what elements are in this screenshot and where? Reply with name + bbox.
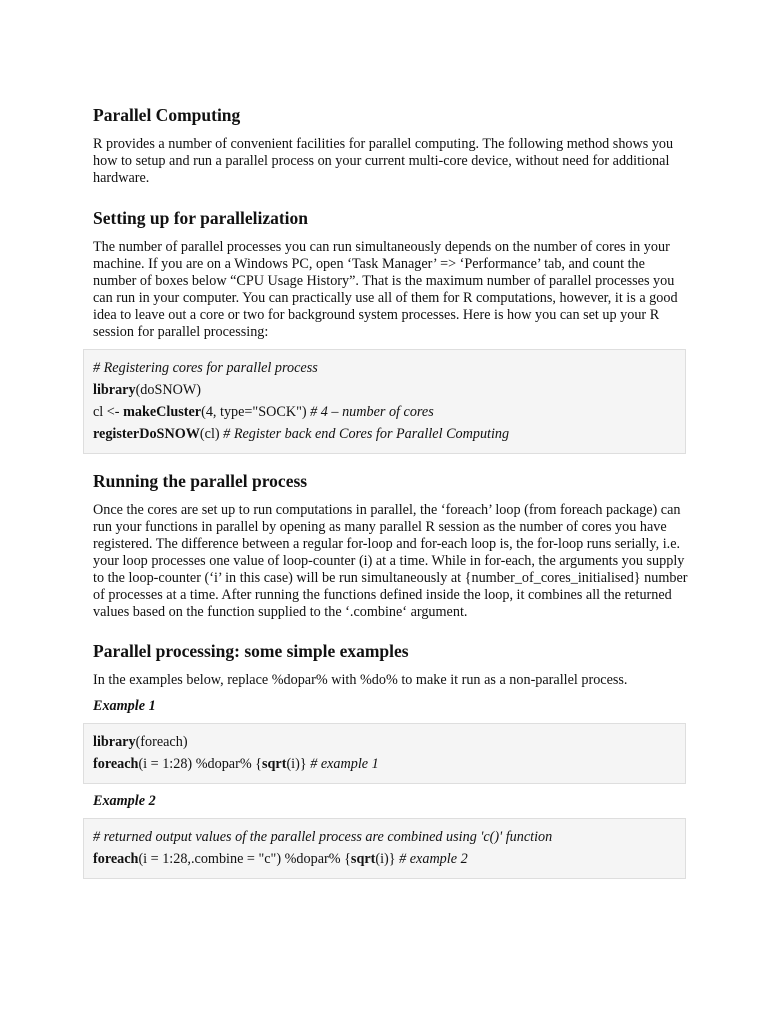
code-line	[93, 733, 685, 751]
code-comment: # Register back end Cores for Parallel Computing	[223, 426, 510, 442]
example-1-label: Example 1	[93, 698, 156, 714]
paragraph-examples-intro: In the examples below, replace %dopar% with %do% to make it run as a non-parallel process.	[93, 672, 628, 688]
paragraph-running: Once the cores are set up to run computations in parallel, the ‘foreach’ loop (from foreach package) can run your functions in parallel by opening as many parallel R session as the number of cores you have registered. The difference between a regular for-loop and for-each loop is, the for-loop runs serially, i.e. your loop processes one value of loop-counter (i) at a time. While in for-each, the arguments you supply to the loop-counter (‘i’ in this case) will be run simultaneously at {number_of_cores_initialised} number of processes at a time. After running the functions defined inside the loop, it combines all the returned values based on the function supplied to the ‘.combine‘ argument.	[93, 502, 688, 620]
code-block-example-2	[83, 818, 686, 879]
code-block-example-1	[83, 723, 686, 784]
code-text: (4, type="SOCK")	[201, 404, 311, 420]
code-line	[93, 850, 685, 868]
code-text: (doSNOW)	[135, 382, 201, 398]
document-content	[93, 104, 688, 879]
code-text: (cl)	[199, 426, 224, 442]
code-comment: # example 1	[310, 756, 379, 772]
example-2-label: Example 2	[93, 793, 156, 809]
code-text: (i = 1:28,.combine = "c") %dopar% {	[138, 851, 351, 867]
code-line	[93, 828, 685, 846]
code-function: foreach	[93, 851, 139, 867]
code-line	[93, 359, 685, 377]
code-comment: # returned output values of the parallel process are combined using 'c()' function	[93, 829, 553, 845]
code-line	[93, 755, 685, 773]
code-function: makeCluster	[123, 404, 202, 420]
heading-parallel-computing: Parallel Computing	[93, 105, 241, 125]
code-line	[93, 425, 685, 443]
paragraph-setup: The number of parallel processes you can run simultaneously depends on the number of cores in your machine. If you are on a Windows PC, open ‘Task Manager’ => ‘Performance’ tab, and count the number of boxes below “CPU Usage History”. That is the maximum number of parallel processes you can run in your computer. You can practically use all of them for R computations, however, it is a good idea to leave out a core or two for background system processes. Here is how you can set up your R session for parallel processing:	[93, 239, 678, 340]
heading-running-parallel: Running the parallel process	[93, 471, 308, 491]
paragraph-intro: R provides a number of convenient facilities for parallel computing. The following method shows you how to setup and run a parallel process on your current multi-core device, without need for additional hardware.	[93, 136, 674, 186]
code-comment: # example 2	[399, 851, 468, 867]
code-text: cl <-	[93, 404, 124, 420]
code-function: sqrt	[350, 851, 376, 867]
code-function: registerDoSNOW	[93, 426, 200, 442]
code-line	[93, 403, 685, 421]
code-function: sqrt	[262, 756, 287, 772]
code-text: (i)}	[375, 851, 400, 867]
code-block-register-cores	[83, 349, 686, 454]
heading-examples: Parallel processing: some simple examples	[93, 641, 409, 661]
code-text: (i = 1:28) %dopar% {	[138, 756, 262, 772]
code-line	[93, 381, 685, 399]
code-comment: # Registering cores for parallel process	[93, 360, 318, 376]
code-function: library	[93, 382, 136, 398]
code-text: (i)}	[286, 756, 311, 772]
code-function: library	[93, 734, 136, 750]
code-text: (foreach)	[135, 734, 188, 750]
code-function: foreach	[93, 756, 139, 772]
code-comment: # 4 – number of cores	[310, 404, 434, 420]
heading-setting-up: Setting up for parallelization	[93, 208, 309, 228]
